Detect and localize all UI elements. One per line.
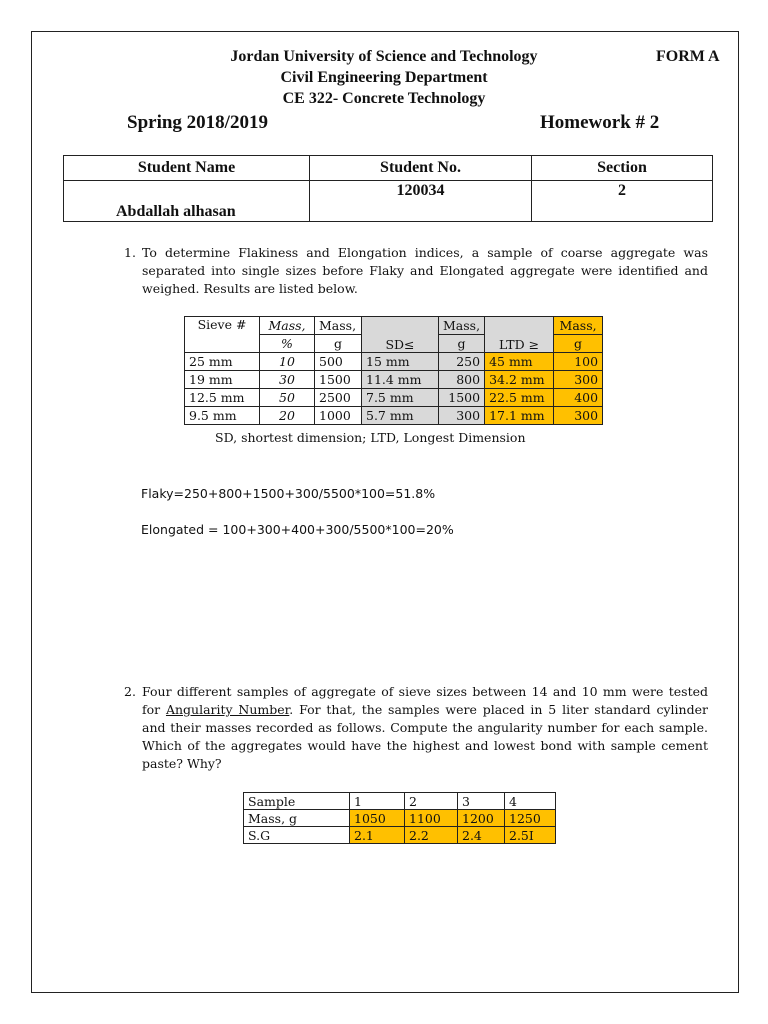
mass-g-header-unit: g: [315, 335, 362, 353]
flakiness-table: [184, 316, 603, 425]
table-row: [244, 810, 556, 827]
sd-mass-cell: 300: [439, 407, 485, 425]
sample-3: 3: [458, 793, 505, 810]
sieve-cell: 19 mm: [185, 371, 260, 389]
ltd-mass-cell: 300: [554, 407, 603, 425]
table-row: [185, 389, 603, 407]
table-row: [244, 793, 556, 810]
mass-label: Mass, g: [244, 810, 350, 827]
table-footnote: SD, shortest dimension; LTD, Longest Dimension: [215, 430, 526, 445]
sg-4: 2.5I: [505, 827, 556, 844]
homework-label: Homework # 2: [540, 112, 660, 133]
pct-cell: 50: [260, 389, 315, 407]
mass-pct-header: Mass,: [260, 317, 315, 335]
sd-mass-cell: 1500: [439, 389, 485, 407]
department-title: Civil Engineering Department: [280, 69, 488, 86]
student-name-value: Abdallah alhasan: [64, 181, 310, 222]
ltd-mass-header-unit: g: [554, 335, 603, 353]
ltd-cell: 22.5 mm: [485, 389, 554, 407]
sieve-cell: 25 mm: [185, 353, 260, 371]
question-1-text: To determine Flakiness and Elongation indices, a sample of coarse aggregate was separated into single sizes before Flaky and Elongated aggregate were identified and weighed. Results are listed below.: [142, 245, 708, 296]
ltd-cell: 17.1 mm: [485, 407, 554, 425]
ltd-cell: 34.2 mm: [485, 371, 554, 389]
sd-cell: 5.7 mm: [362, 407, 439, 425]
table-row: [185, 407, 603, 425]
ltd-mass-cell: 100: [554, 353, 603, 371]
sg-3: 2.4: [458, 827, 505, 844]
pct-cell: 30: [260, 371, 315, 389]
table-row: [244, 827, 556, 844]
angularity-table: [243, 792, 556, 844]
mass-3: 1200: [458, 810, 505, 827]
sample-label: Sample: [244, 793, 350, 810]
sg-label: S.G: [244, 827, 350, 844]
mass-4: 1250: [505, 810, 556, 827]
mass-pct-header-unit: %: [260, 335, 315, 353]
student-info-table: [63, 155, 713, 222]
sample-4: 4: [505, 793, 556, 810]
mass-2: 1100: [405, 810, 458, 827]
table-header-row: [185, 317, 603, 335]
sd-header: SD≤: [362, 317, 439, 353]
sd-cell: 11.4 mm: [362, 371, 439, 389]
student-no-header: Student No.: [310, 156, 532, 181]
question-2-number: 2.: [124, 684, 136, 699]
student-no-value: 120034: [310, 181, 532, 222]
elongated-answer: Elongated = 100+300+400+300/5500*100=20%: [141, 522, 454, 537]
mass-cell: 2500: [315, 389, 362, 407]
angularity-number-term: Angularity Number: [165, 702, 290, 717]
sieve-header: Sieve #: [185, 317, 260, 353]
ltd-cell: 45 mm: [485, 353, 554, 371]
ltd-mass-cell: 400: [554, 389, 603, 407]
question-1: [124, 244, 708, 298]
question-2-text: [142, 683, 708, 773]
section-value: 2: [532, 181, 713, 222]
sample-2: 2: [405, 793, 458, 810]
sd-cell: 15 mm: [362, 353, 439, 371]
form-label: FORM A: [656, 48, 720, 65]
ltd-header: LTD ≥: [485, 317, 554, 353]
question-2-text-start: Four different samples of aggregate of sieve sizes between 14 and 10 mm were tested for: [142, 684, 708, 717]
ltd-mass-cell: 300: [554, 371, 603, 389]
table-row: [185, 353, 603, 371]
sd-cell: 7.5 mm: [362, 389, 439, 407]
course-title: CE 322- Concrete Technology: [282, 90, 486, 107]
pct-cell: 20: [260, 407, 315, 425]
question-2: [124, 683, 708, 773]
sample-1: 1: [350, 793, 405, 810]
ltd-mass-header: Mass,: [554, 317, 603, 335]
sd-mass-header-unit: g: [439, 335, 485, 353]
sd-mass-cell: 250: [439, 353, 485, 371]
sieve-cell: 9.5 mm: [185, 407, 260, 425]
student-name-header: Student Name: [64, 156, 310, 181]
mass-cell: 500: [315, 353, 362, 371]
mass-1: 1050: [350, 810, 405, 827]
mass-cell: 1500: [315, 371, 362, 389]
flaky-answer: Flaky=250+800+1500+300/5500*100=51.8%: [141, 486, 436, 501]
university-title: Jordan University of Science and Technology: [230, 48, 538, 65]
sd-mass-header: Mass,: [439, 317, 485, 335]
pct-cell: 10: [260, 353, 315, 371]
question-1-number: 1.: [124, 245, 136, 260]
term-label: Spring 2018/2019: [127, 112, 268, 133]
sd-mass-cell: 800: [439, 371, 485, 389]
mass-g-header: Mass,: [315, 317, 362, 335]
table-row: [185, 371, 603, 389]
question-2-text-end: . For that, the samples were placed in 5 liter standard cylinder and their masses recorded as follows. Compute the angularity number for each sample. Which of the aggregates would have the highest and lowest bond with sample cement paste? Why?: [142, 702, 708, 771]
sg-1: 2.1: [350, 827, 405, 844]
sieve-cell: 12.5 mm: [185, 389, 260, 407]
sg-2: 2.2: [405, 827, 458, 844]
mass-cell: 1000: [315, 407, 362, 425]
section-header: Section: [532, 156, 713, 181]
